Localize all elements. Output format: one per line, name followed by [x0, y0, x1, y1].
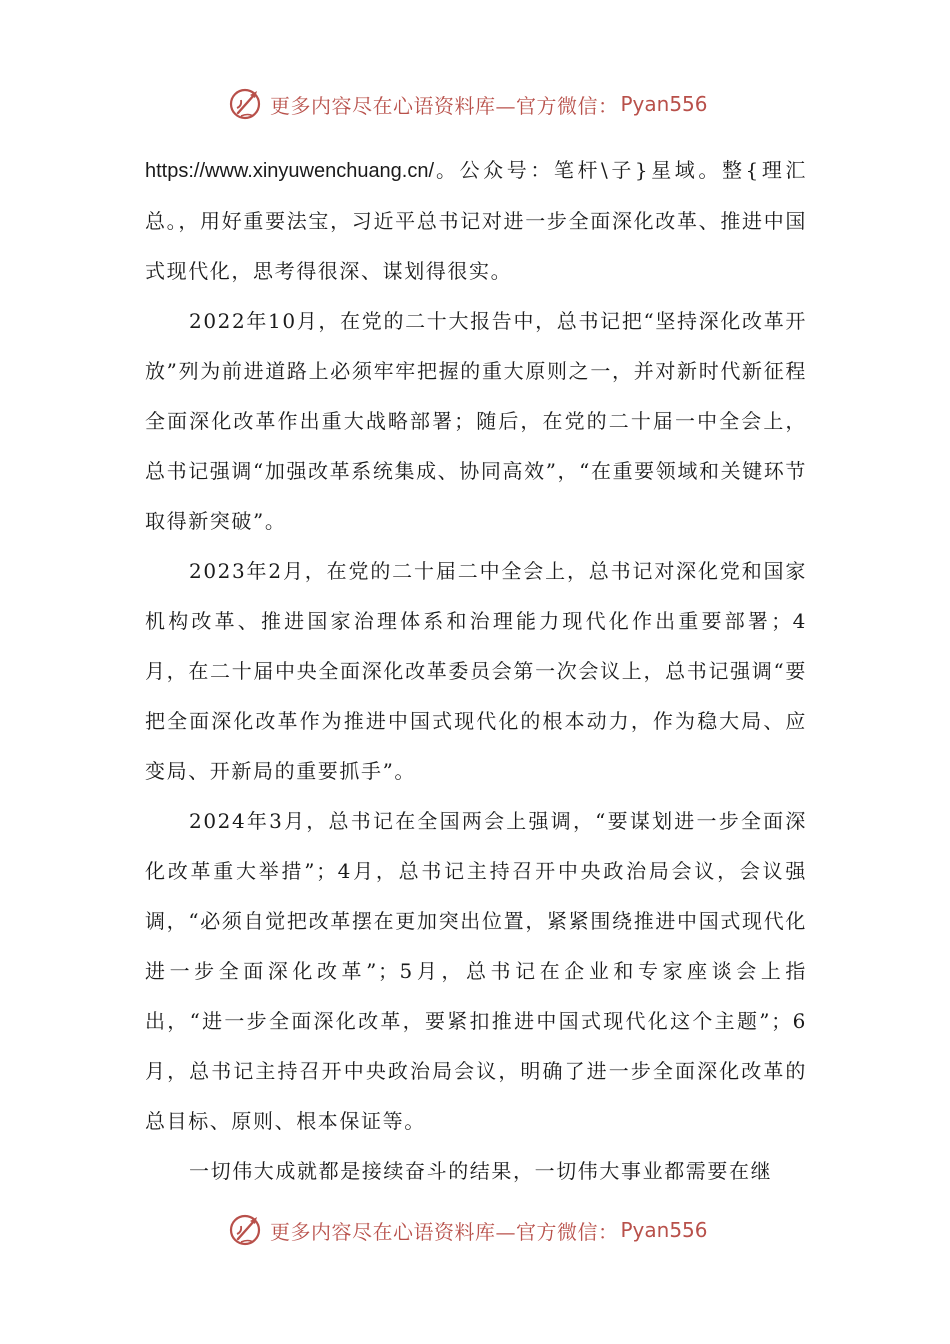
- footer-banner-content: [228, 1208, 708, 1252]
- header-banner: [0, 82, 950, 126]
- paragraph-1-text: 。公众号：笔杆\子}星域。整{理汇总。，用好重要法宝，习近平总书记对进一步全面深化改革、推进中国式现代化，思考得很深、谋划得很实。: [145, 158, 807, 283]
- footer-banner-text: 更多内容尽在心语资料库—官方微信：: [270, 1219, 619, 1244]
- document-body: [145, 145, 807, 1196]
- footer-banner: [0, 1208, 950, 1252]
- header-banner-text: 更多内容尽在心语资料库—官方微信：: [270, 93, 619, 118]
- paragraph-4: 2024年3月，总书记在全国两会上强调，“要谋划进一步全面深化改革重大举措”；4月，总书记主持召开中央政治局会议，会议强调，“必须自觉把改革摆在更加突出位置，紧紧围绕推进中国式现代化进一步全面深化改革”；5月，总书记在企业和专家座谈会上指出，“进一步全面深化改革，要紧扣推进中国式现代化这个主题”；6月，总书记主持召开中央政治局会议，明确了进一步全面深化改革的总目标、原则、根本保证等。: [145, 809, 807, 1133]
- header-banner-content: [228, 82, 708, 126]
- website-url: https://www.xinyuwenchuang.cn/: [145, 160, 435, 182]
- pen-logo-icon: [228, 1212, 264, 1248]
- paragraph-3: 2023年2月，在党的二十届二中全会上，总书记对深化党和国家机构改革、推进国家治理体系和治理能力现代化作出重要部署；4月，在二十届中央全面深化改革委员会第一次会议上，总书记强调“要把全面深化改革作为推进中国式现代化的根本动力，作为稳大局、应变局、开新局的重要抓手”。: [145, 559, 807, 783]
- header-wechat-id: Pyan556: [620, 92, 708, 116]
- paragraph-5: 一切伟大成就都是接续奋斗的结果，一切伟大事业都需要在继: [189, 1159, 773, 1183]
- paragraph-2: 2022年10月，在党的二十大报告中，总书记把“坚持深化改革开放”列为前进道路上必须牢牢把握的重大原则之一，并对新时代新征程全面深化改革作出重大战略部署；随后，在党的二十届一中全会上，总书记强调“加强改革系统集成、协同高效”，“在重要领域和关键环节取得新突破”。: [145, 309, 807, 533]
- pen-logo-icon: [228, 86, 264, 122]
- paragraph-1: [145, 145, 807, 296]
- footer-wechat-id: Pyan556: [620, 1218, 708, 1242]
